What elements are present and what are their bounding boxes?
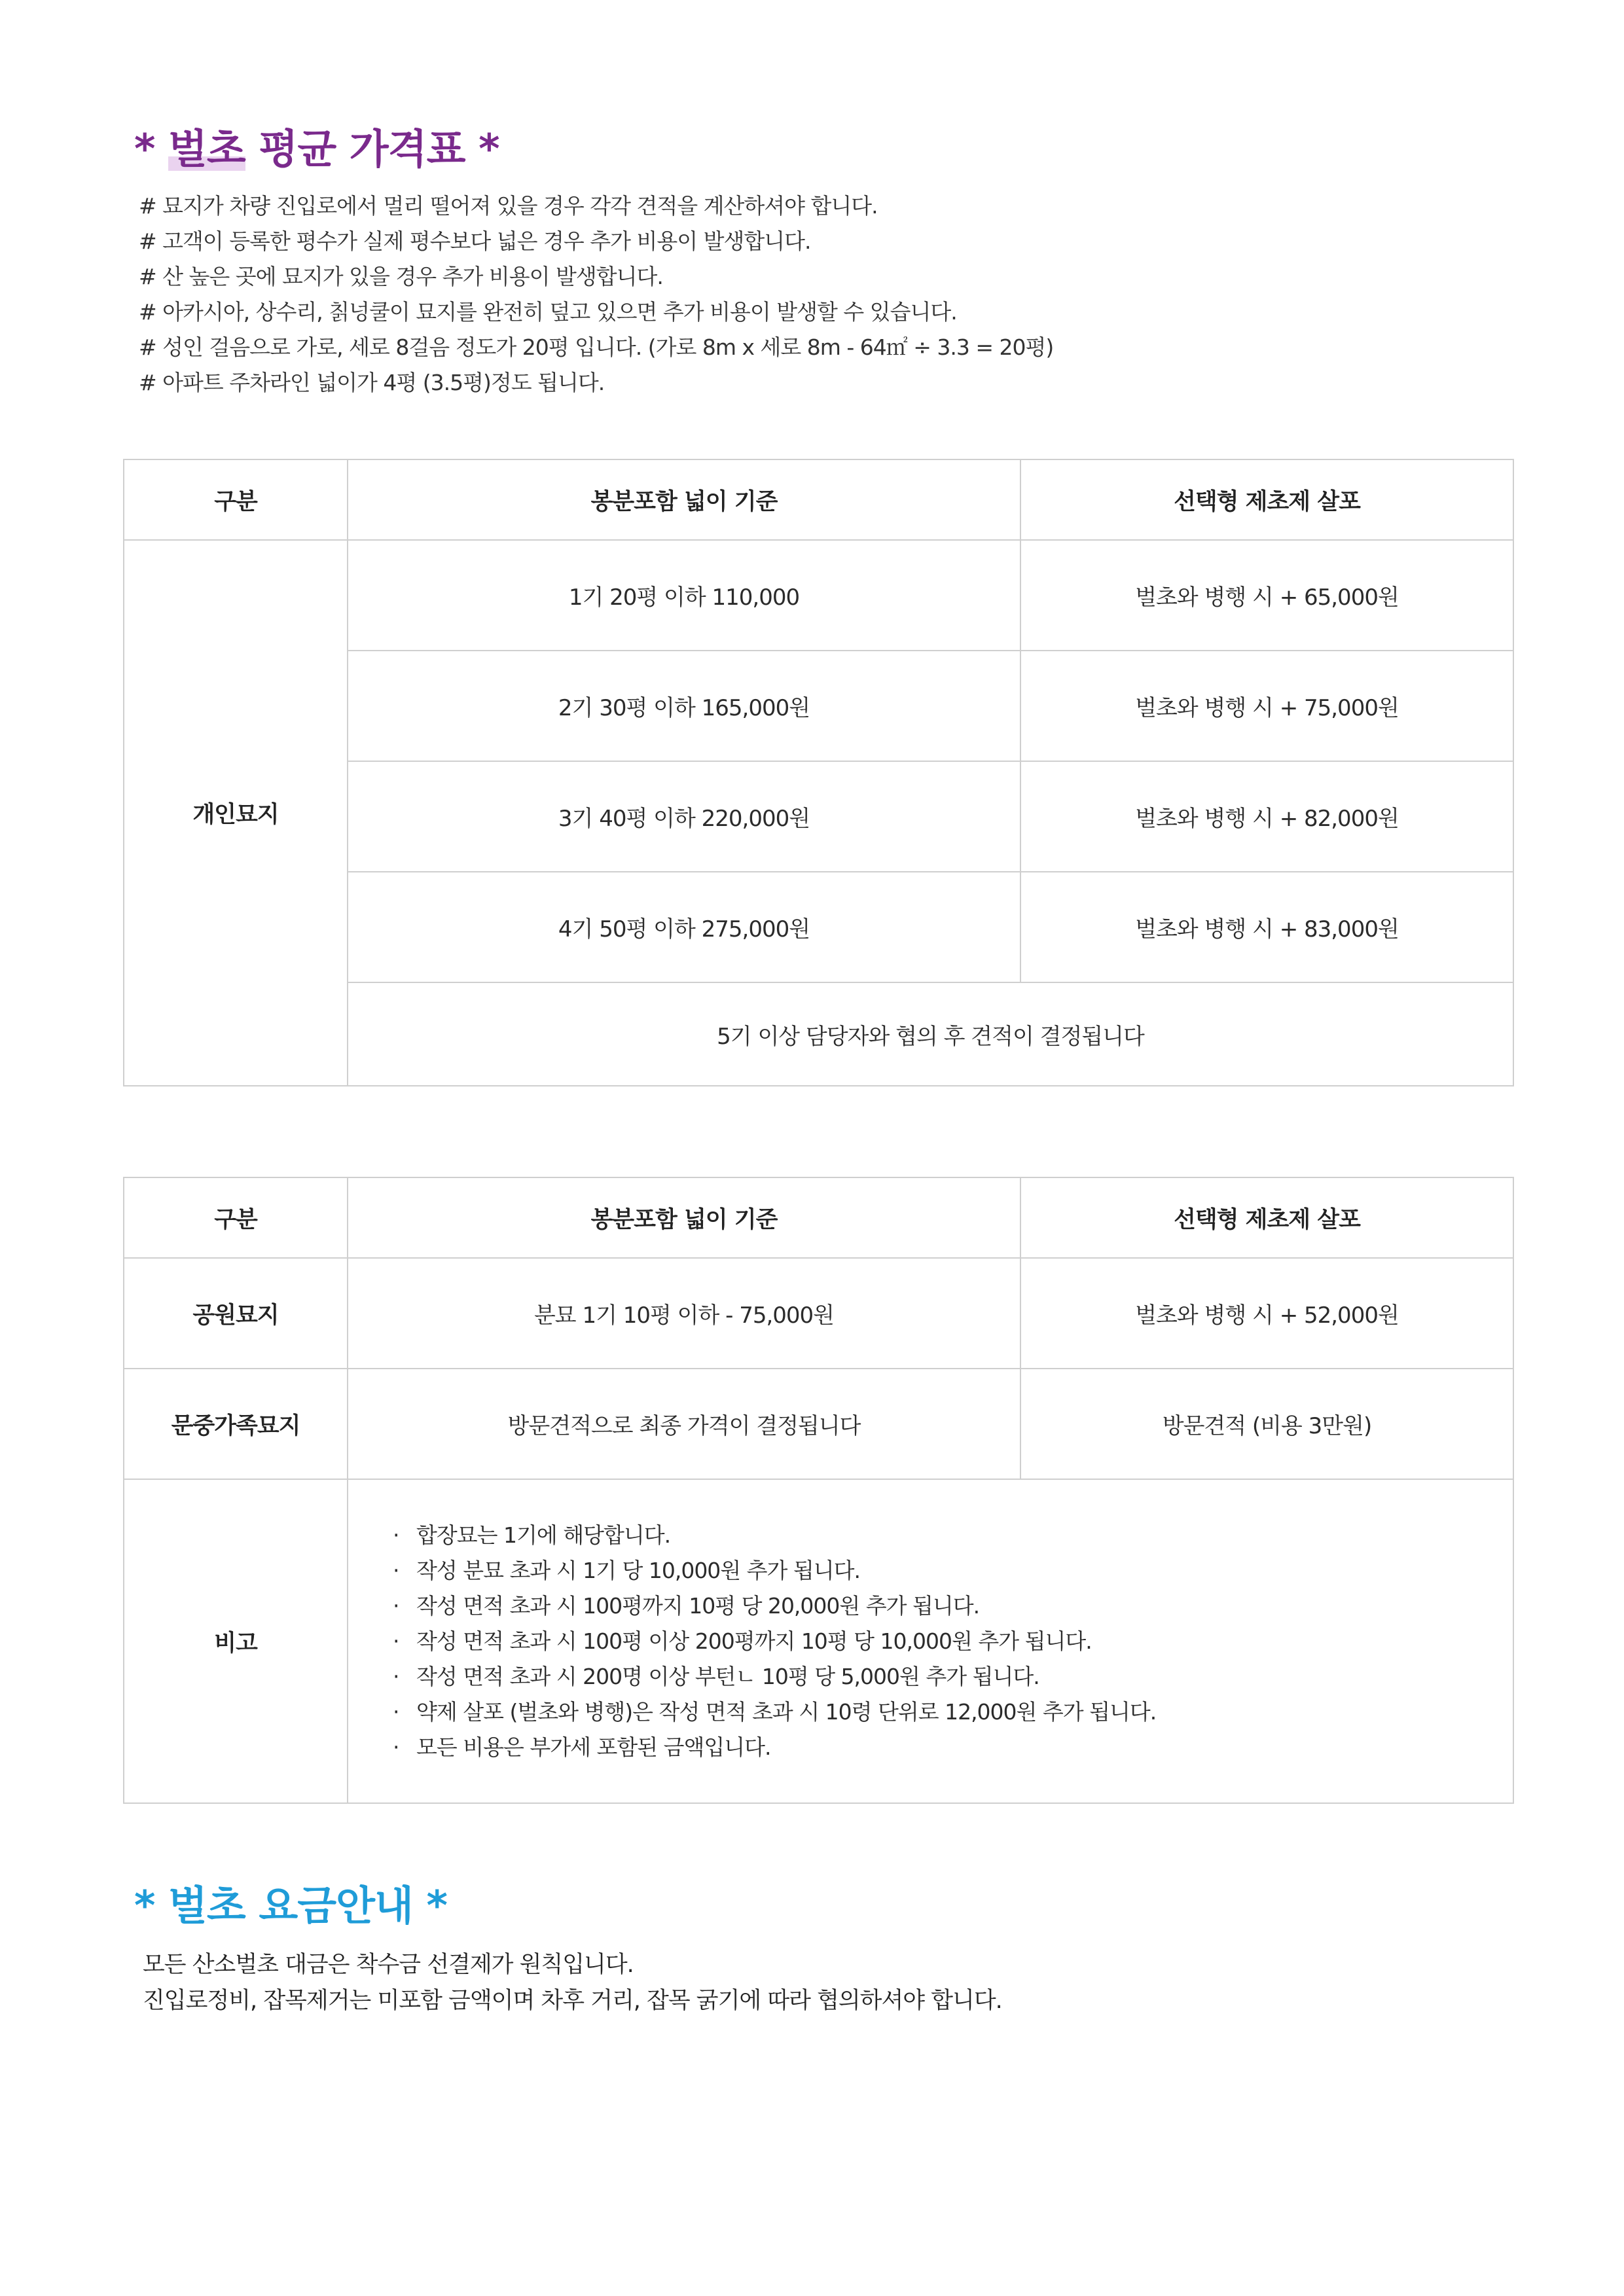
- note-line: # 산 높은 곳에 묘지가 있을 경우 추가 비용이 발생합니다.: [139, 264, 663, 289]
- option-cell: 벌초와 병행 시 + 65,000원: [1020, 540, 1513, 651]
- remark-item: · 합장묘는 1기에 해당합니다.: [393, 1522, 671, 1548]
- remark-item: · 작성 면적 초과 시 100평까지 10평 당 20,000원 추가 됩니다.: [393, 1592, 980, 1619]
- category-park-cemetery: 공원묘지: [124, 1258, 348, 1369]
- header-option: 선택형 제초제 살포: [1020, 1177, 1513, 1258]
- header-area: 봉분포함 넓이 기준: [348, 1177, 1020, 1258]
- header-option: 선택형 제초제 살포: [1020, 459, 1513, 540]
- fee-guide-notes: [143, 1947, 1002, 2019]
- area-cell: 1기 20평 이하 110,000: [348, 540, 1020, 651]
- area-cell: 4기 50평 이하 275,000원: [348, 872, 1020, 982]
- header-category: 구분: [124, 1177, 348, 1258]
- fee-note-line: 모든 산소벌초 대금은 착수금 선결제가 원칙입니다.: [143, 1952, 634, 1978]
- price-notes: [139, 188, 1053, 401]
- header-category: 구분: [124, 459, 348, 540]
- option-cell: 방문견적 (비용 3만원): [1020, 1369, 1513, 1479]
- title-star-left: *: [134, 125, 155, 173]
- remarks-label: 비고: [124, 1479, 348, 1803]
- consultation-note: 5기 이상 담당자와 협의 후 견적이 결정됩니다: [348, 982, 1513, 1086]
- note-line: # 묘지가 차량 진입로에서 멀리 떨어져 있을 경우 각각 견적을 계산하셔야 합니다.: [139, 193, 878, 219]
- title-rest: 평균 가격표: [259, 125, 465, 173]
- remarks-cell: [348, 1479, 1513, 1803]
- remark-item: · 작성 면적 초과 시 100평 이상 200평까지 10평 당 10,000원 추가 됩니다.: [393, 1628, 1092, 1654]
- title-star-right: *: [478, 125, 499, 173]
- note-line: # 고객이 등록한 평수가 실제 평수보다 넓은 경우 추가 비용이 발생합니다.: [139, 228, 811, 254]
- note-line: # 아카시아, 상수리, 칡넝쿨이 묘지를 완전히 덮고 있으면 추가 비용이 발생할 수 있습니다.: [139, 299, 957, 325]
- remark-item: · 약제 살포 (벌초와 병행)은 작성 면적 초과 시 10령 단위로 12,000원 추가 됩니다.: [393, 1698, 1157, 1725]
- category-personal-grave: 개인묘지: [124, 540, 348, 1086]
- section-title-price-table: [134, 117, 499, 175]
- category-family-cemetery: 문중가족묘지: [124, 1369, 348, 1479]
- note-line: # 아파트 주차라인 넓이가 4평 (3.5평)정도 됩니다.: [139, 370, 605, 395]
- option-cell: 벌초와 병행 시 + 52,000원: [1020, 1258, 1513, 1369]
- remark-item: · 작성 분묘 초과 시 1기 당 10,000원 추가 됩니다.: [393, 1557, 861, 1583]
- title-highlight: 벌초: [168, 117, 245, 175]
- personal-grave-price-table: [123, 459, 1514, 1086]
- remark-item: · 작성 면적 초과 시 200명 이상 부턴ㄴ 10평 당 5,000원 추가 됩니다.: [393, 1663, 1039, 1689]
- option-cell: 벌초와 병행 시 + 75,000원: [1020, 651, 1513, 761]
- area-cell: 분묘 1기 10평 이하 - 75,000원: [348, 1258, 1020, 1369]
- fee-note-line: 진입로정비, 잡목제거는 미포함 금액이며 차후 거리, 잡목 굵기에 따라 협의하셔야 합니다.: [143, 1988, 1002, 2014]
- header-area: 봉분포함 넓이 기준: [348, 459, 1020, 540]
- option-cell: 벌초와 병행 시 + 83,000원: [1020, 872, 1513, 982]
- note-line: # 성인 걸음으로 가로, 세로 8걸음 정도가 20평 입니다. (가로 8m x 세로 8m - 64㎡ ÷ 3.3 = 20평): [139, 334, 1054, 360]
- option-cell: 벌초와 병행 시 + 82,000원: [1020, 761, 1513, 872]
- area-cell: 방문견적으로 최종 가격이 결정됩니다: [348, 1369, 1020, 1479]
- other-grave-price-table: [123, 1177, 1514, 1804]
- section-title-fee-guide: * 벌초 요금안내 *: [134, 1882, 447, 1929]
- remark-item: · 모든 비용은 부가세 포함된 금액입니다.: [393, 1734, 771, 1760]
- area-cell: 3기 40평 이하 220,000원: [348, 761, 1020, 872]
- area-cell: 2기 30평 이하 165,000원: [348, 651, 1020, 761]
